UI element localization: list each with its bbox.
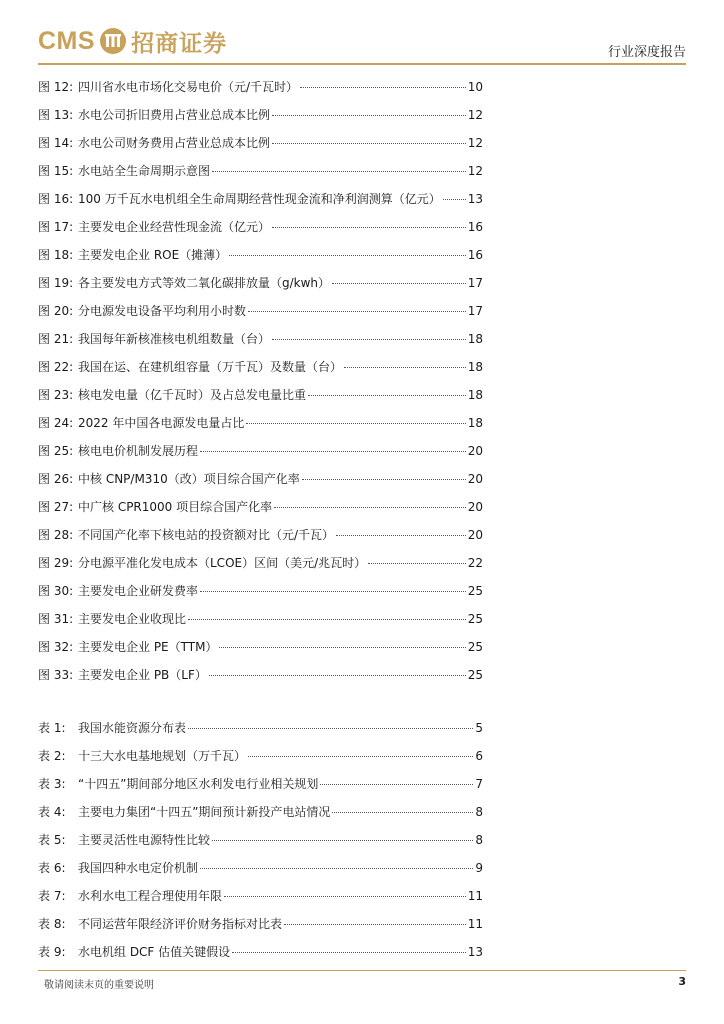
toc-entry-label: 图 23:	[38, 388, 74, 402]
figure-entry[interactable]	[38, 106, 483, 124]
toc-entry-page: 25	[467, 668, 483, 682]
table-entry[interactable]	[38, 943, 483, 961]
figure-entry[interactable]	[38, 274, 483, 292]
toc-entry-title: 主要发电企业经营性现金流（亿元）	[78, 220, 271, 234]
toc-entry-title: “十四五”期间部分地区水利发电行业相关规划	[78, 777, 319, 791]
toc-entry-page: 18	[467, 332, 483, 346]
toc-entry-label: 图 15:	[38, 164, 74, 178]
report-type-label: 行业深度报告	[607, 45, 686, 60]
toc-entry-title: 中广核 CPR1000 项目综合国产化率	[78, 500, 273, 514]
figure-entry[interactable]	[38, 638, 483, 656]
dot-leader	[232, 952, 466, 953]
toc-entry-label: 图 24:	[38, 416, 74, 430]
toc-entry-page: 12	[467, 136, 483, 150]
figure-entry[interactable]	[38, 190, 483, 208]
toc-entry-page: 6	[475, 749, 483, 763]
table-entry[interactable]	[38, 803, 483, 821]
dot-leader	[332, 283, 466, 284]
dot-leader	[212, 171, 466, 172]
toc-entry-page: 10	[467, 80, 483, 94]
dot-leader	[229, 255, 466, 256]
dot-leader	[188, 619, 466, 620]
figure-entry[interactable]	[38, 358, 483, 376]
toc-entry-title: 2022 年中国各电源发电量占比	[78, 416, 245, 430]
toc-entry-title: 不同国产化率下核电站的投资额对比（元/千瓦）	[78, 528, 335, 542]
dot-leader	[302, 479, 466, 480]
figure-entry[interactable]	[38, 386, 483, 404]
toc-entry-title: 水利水电工程合理使用年限	[78, 889, 223, 903]
dot-leader	[200, 451, 466, 452]
toc-entry-page: 20	[467, 472, 483, 486]
toc-entry-title: 不同运营年限经济评价财务指标对比表	[78, 917, 283, 931]
toc-entry-label: 图 28:	[38, 528, 74, 542]
toc-entry-page: 11	[467, 889, 483, 903]
toc-entry-page: 18	[467, 360, 483, 374]
dot-leader	[219, 647, 465, 648]
table-entry[interactable]	[38, 859, 483, 877]
page-header	[0, 0, 724, 66]
toc-entry-label: 图 25:	[38, 444, 74, 458]
figure-entry[interactable]	[38, 582, 483, 600]
toc-entry-page: 12	[467, 108, 483, 122]
toc-entry-page: 25	[467, 612, 483, 626]
dot-leader	[332, 812, 473, 813]
toc-entry-title: 主要发电企业 PE（TTM）	[78, 640, 218, 654]
toc-entry-title: 核电电价机制发展历程	[78, 444, 199, 458]
toc-entry-title: 主要发电企业 ROE（摊薄）	[78, 248, 228, 262]
dot-leader	[248, 756, 473, 757]
toc-entry-page: 25	[467, 584, 483, 598]
toc-entry-title: 主要发电企业收现比	[78, 612, 187, 626]
toc-entry-label: 图 12:	[38, 80, 74, 94]
toc-entry-title: 中核 CNP/M310（改）项目综合国产化率	[78, 472, 300, 486]
toc-entry-page: 16	[467, 220, 483, 234]
toc-entry-title: 各主要发电方式等效二氧化碳排放量（g/kwh）	[78, 276, 331, 290]
toc-entry-page: 7	[475, 777, 483, 791]
table-entry[interactable]	[38, 775, 483, 793]
dot-leader	[248, 311, 466, 312]
logo-chinese-name: 招商证券	[131, 30, 228, 57]
toc-entry-page: 13	[467, 945, 483, 959]
dot-leader	[272, 227, 466, 228]
toc-entry-page: 22	[467, 556, 483, 570]
toc-entry-label: 图 26:	[38, 472, 74, 486]
footer-divider	[38, 970, 686, 971]
figure-entry[interactable]	[38, 414, 483, 432]
toc-entry-label: 表 9:	[38, 945, 66, 959]
toc-entry-page: 20	[467, 444, 483, 458]
dot-leader	[336, 535, 466, 536]
figure-entry[interactable]	[38, 526, 483, 544]
table-entry[interactable]	[38, 887, 483, 905]
toc-entry-label: 图 20:	[38, 304, 74, 318]
table-entry[interactable]	[38, 719, 483, 737]
toc-entry-title: 我国四种水电定价机制	[78, 861, 199, 875]
company-logo	[38, 26, 227, 56]
dot-leader	[272, 143, 466, 144]
toc-entry-label: 表 2:	[38, 749, 66, 763]
dot-leader	[274, 507, 466, 508]
dot-leader	[212, 840, 473, 841]
toc-entry-title: 十三大水电基地规划（万千瓦）	[78, 749, 247, 763]
toc-entry-label: 表 1:	[38, 721, 66, 735]
toc-entry-page: 25	[467, 640, 483, 654]
toc-entry-label: 表 8:	[38, 917, 66, 931]
toc-entry-title: 100 万千瓦水电机组全生命周期经营性现金流和净利润测算（亿元）	[78, 192, 441, 206]
toc-entry-label: 表 5:	[38, 833, 66, 847]
toc-entry-label: 图 19:	[38, 276, 74, 290]
toc-entry-label: 图 27:	[38, 500, 74, 514]
dot-leader	[443, 199, 466, 200]
toc-entry-label: 图 22:	[38, 360, 74, 374]
toc-entry-title: 我国每年新核准核电机组数量（台）	[78, 332, 271, 346]
dot-leader	[284, 924, 466, 925]
dot-leader	[368, 563, 466, 564]
toc-entry-page: 5	[475, 721, 483, 735]
figure-entry[interactable]	[38, 134, 483, 152]
toc-entry-title: 主要发电企业研发费率	[78, 584, 199, 598]
dot-leader	[272, 115, 466, 116]
toc-entry-page: 18	[467, 388, 483, 402]
toc-entry-title: 分电源发电设备平均利用小时数	[78, 304, 247, 318]
toc-entry-page: 9	[475, 861, 483, 875]
toc-entry-label: 图 17:	[38, 220, 74, 234]
figure-entry[interactable]	[38, 470, 483, 488]
toc-entry-label: 图 31:	[38, 612, 74, 626]
dot-leader	[200, 868, 473, 869]
dot-leader	[344, 367, 466, 368]
dot-leader	[209, 675, 466, 676]
toc-entry-title: 分电源平准化发电成本（LCOE）区间（美元/兆瓦时）	[78, 556, 367, 570]
figure-entry[interactable]	[38, 554, 483, 572]
dot-leader	[224, 896, 466, 897]
toc-entry-label: 图 18:	[38, 248, 74, 262]
figure-entry[interactable]	[38, 610, 483, 628]
dot-leader	[320, 784, 473, 785]
figure-entry[interactable]	[38, 330, 483, 348]
figure-entry[interactable]	[38, 78, 483, 96]
toc-entry-label: 图 29:	[38, 556, 74, 570]
toc-entry-label: 图 14:	[38, 136, 74, 150]
toc-entry-page: 17	[467, 276, 483, 290]
toc-entry-page: 18	[467, 416, 483, 430]
toc-entry-label: 表 7:	[38, 889, 66, 903]
table-entry[interactable]	[38, 831, 483, 849]
toc-entry-label: 图 16:	[38, 192, 74, 206]
toc-entry-title: 主要灵活性电源特性比较	[78, 833, 211, 847]
figure-entry[interactable]	[38, 498, 483, 516]
toc-entry-title: 主要电力集团“十四五”期间预计新投产电站情况	[78, 805, 331, 819]
table-entry[interactable]	[38, 915, 483, 933]
toc-entry-title: 主要发电企业 PB（LF）	[78, 668, 207, 682]
toc-entry-title: 四川省水电市场化交易电价（元/千瓦时）	[78, 80, 299, 94]
dot-leader	[188, 728, 473, 729]
toc-entry-title: 水电公司折旧费用占营业总成本比例	[78, 108, 271, 122]
toc-entry-page: 12	[467, 164, 483, 178]
toc-entry-title: 核电发电量（亿千瓦时）及占总发电量比重	[78, 388, 307, 402]
dot-leader	[200, 591, 466, 592]
toc-entry-title: 水电机组 DCF 估值关键假设	[78, 945, 231, 959]
toc-entry-label: 图 32:	[38, 640, 74, 654]
toc-entry-page: 20	[467, 500, 483, 514]
toc-entry-label: 图 21:	[38, 332, 74, 346]
dot-leader	[246, 423, 465, 424]
figure-entry[interactable]	[38, 246, 483, 264]
figure-entry[interactable]	[38, 302, 483, 320]
toc-entry-page: 8	[475, 833, 483, 847]
toc-entry-page: 11	[467, 917, 483, 931]
toc-entry-label: 图 13:	[38, 108, 74, 122]
dot-leader	[308, 395, 466, 396]
table-entry[interactable]	[38, 747, 483, 765]
toc-entry-label: 图 33:	[38, 668, 74, 682]
toc-entry-label: 图 30:	[38, 584, 74, 598]
toc-entry-label: 表 6:	[38, 861, 66, 875]
figure-entry[interactable]	[38, 666, 483, 684]
figure-entry[interactable]	[38, 442, 483, 460]
toc-entry-page: 16	[467, 248, 483, 262]
toc-entry-label: 表 4:	[38, 805, 66, 819]
dot-leader	[300, 87, 466, 88]
header-divider	[38, 63, 686, 65]
toc-entry-page: 17	[467, 304, 483, 318]
toc-entry-title: 水电公司财务费用占营业总成本比例	[78, 136, 271, 150]
disclaimer-note: 敬请阅读末页的重要说明	[44, 980, 154, 991]
toc-entry-page: 13	[467, 192, 483, 206]
toc-entry-title: 我国在运、在建机组容量（万千瓦）及数量（台）	[78, 360, 343, 374]
toc-entry-label: 表 3:	[38, 777, 66, 791]
figure-entry[interactable]	[38, 162, 483, 180]
toc-entry-title: 水电站全生命周期示意图	[78, 164, 211, 178]
figure-entry[interactable]	[38, 218, 483, 236]
logo-text: CMS	[38, 26, 96, 55]
dot-leader	[272, 339, 466, 340]
toc-entry-page: 20	[467, 528, 483, 542]
toc-entry-page: 8	[475, 805, 483, 819]
logo-emblem-icon	[99, 27, 127, 55]
page-number: 3	[678, 975, 686, 988]
toc-entry-title: 我国水能资源分布表	[78, 721, 187, 735]
